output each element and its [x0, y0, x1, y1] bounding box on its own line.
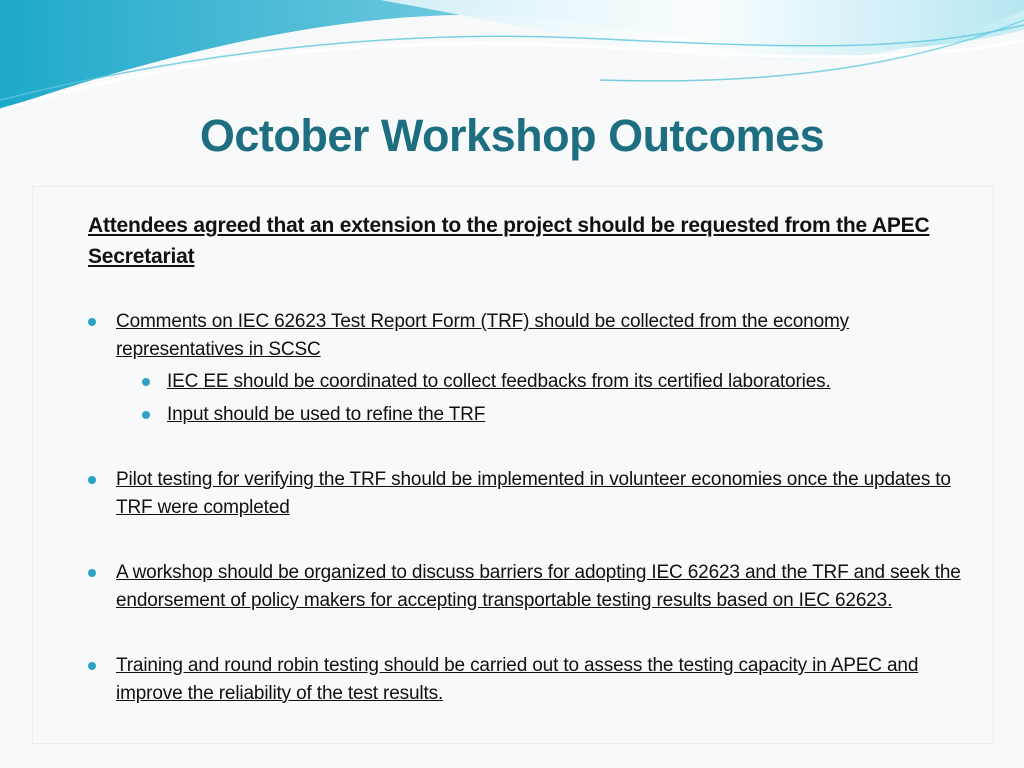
- bullet-dot-icon: [88, 569, 96, 577]
- bullet-dot-icon: [88, 318, 96, 326]
- bullet-item: [88, 652, 968, 707]
- sub-bullet-item: [116, 368, 968, 396]
- bullet-text: Comments on IEC 62623 Test Report Form (TRF) should be collected from the economy representatives in SCSC: [116, 311, 850, 360]
- slide-title: October Workshop Outcomes: [199, 110, 825, 161]
- bullet-dot-icon: [142, 411, 150, 419]
- bullet-dot-icon: [88, 662, 96, 670]
- bullet-item: [88, 559, 968, 614]
- bullet-item: [88, 308, 968, 428]
- bullet-item: [88, 466, 968, 521]
- bullet-dot-icon: [142, 378, 150, 386]
- bullet-text: A workshop should be organized to discuss barriers for adopting IEC 62623 and the TRF and seek the endorsement of policy makers for accepting transportable testing results based on IEC 62623.: [116, 562, 961, 611]
- bullet-dot-icon: [88, 476, 96, 484]
- sub-bullet-list: [116, 368, 968, 428]
- slide-content: [88, 210, 968, 745]
- bullet-text: Pilot testing for verifying the TRF should be implemented in volunteer economies once the updates to TRF were completed: [116, 469, 951, 518]
- bullet-text: Training and round robin testing should be carried out to assess the testing capacity in APEC and improve the reliability of the test results.: [116, 655, 919, 704]
- sub-bullet-text: Input should be used to refine the TRF: [167, 403, 486, 425]
- lead-statement: Attendees agreed that an extension to the project should be requested from the APEC Secretariat: [88, 214, 930, 268]
- sub-bullet-item: [116, 401, 968, 429]
- bullet-list: [88, 308, 968, 707]
- sub-bullet-text: IEC EE should be coordinated to collect feedbacks from its certified laboratories.: [167, 371, 831, 392]
